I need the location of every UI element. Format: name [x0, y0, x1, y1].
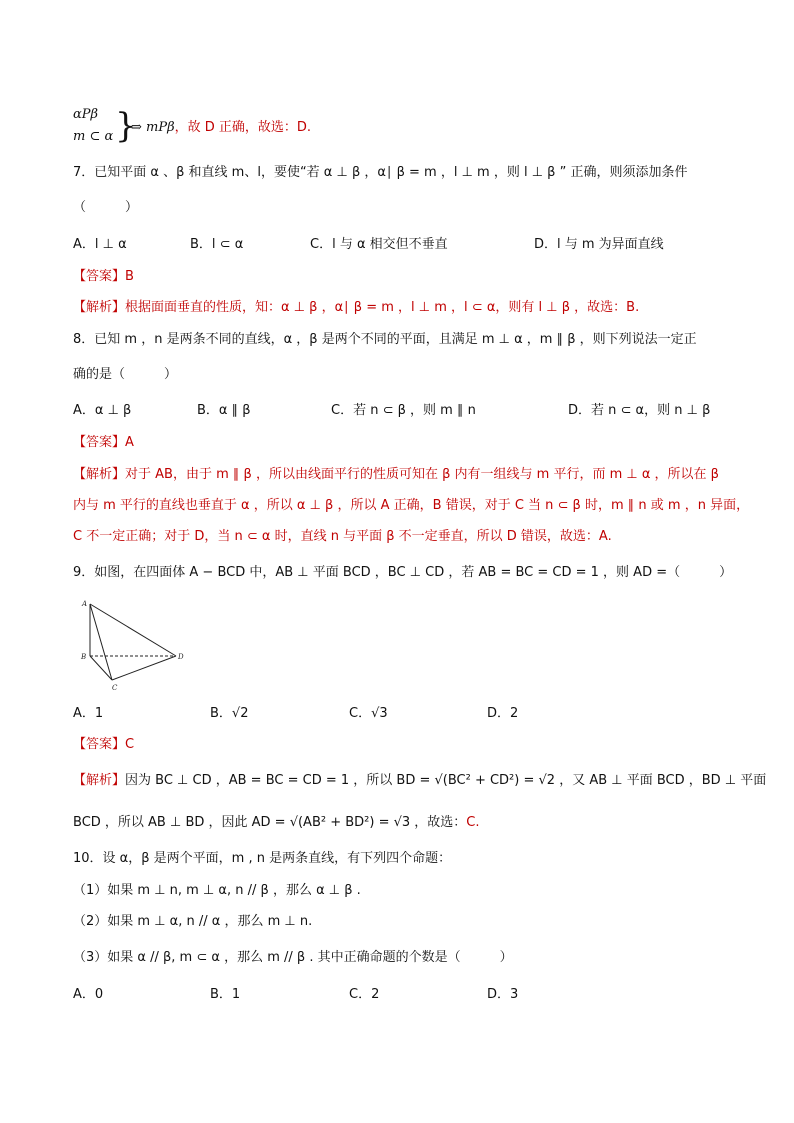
- q8-answer-value: A: [125, 435, 134, 450]
- q9-option-a: A．1: [73, 706, 104, 721]
- q10-proposition-3: （3）如果 α // β, m ⊂ α ，那么 m // β . 其中正确命题的个数是（ ）: [73, 950, 513, 965]
- q8-analysis-line-2: 内与 m 平行的直线也垂直于 α ，所以 α ⊥ β ，所以 A 正确，B 错误，对于 C 当 n ⊂ β 时，m ∥ n 或 m ，n 异面，: [73, 498, 750, 513]
- q8-analysis-line-1: [73, 465, 719, 485]
- q9-analysis-label: 【解析】: [73, 773, 126, 788]
- q10-stem: 10．设 α，β 是两个平面，m , n 是两条直线，有下列四个命题：: [73, 851, 452, 866]
- q7-option-c: C．l 与 α 相交但不垂直: [310, 237, 448, 252]
- q10-option-a: A．0: [73, 987, 104, 1002]
- q9-option-d: D．2: [487, 706, 519, 721]
- q10-proposition-2: （2）如果 m ⊥ α, n // α ，那么 m ⊥ n.: [73, 914, 313, 929]
- q10-option-d: D．3: [487, 987, 519, 1002]
- q7-analysis-text: 根据面面垂直的性质，知：α ⊥ β ，α∣ β = m ，l ⊥ m ，l ⊂ α，则有 l ⊥ β ，故选：B.: [125, 300, 640, 315]
- q8-analysis-line-3: C 不一定正确；对于 D，当 n ⊂ α 时，直线 n 与平面 β 不一定垂直，所以 D 错误，故选：A.: [73, 529, 612, 544]
- q8-answer: [73, 433, 134, 453]
- q7-answer-label: 【答案】: [73, 269, 126, 284]
- label-d: D: [178, 653, 184, 661]
- q10-proposition-1: （1）如果 m ⊥ n, m ⊥ α, n // β ，那么 α ⊥ β .: [73, 883, 361, 898]
- q7-analysis-label: 【解析】: [73, 300, 126, 315]
- q9-answer-value: C: [125, 737, 135, 752]
- q7-option-d: D．l 与 m 为异面直线: [534, 237, 664, 252]
- label-c: C: [112, 684, 118, 692]
- q9-analysis-text-1: 因为 BC ⊥ CD ，AB = BC = CD = 1 ，所以 BD = √(BC² + CD²) = √2 ，又 AB ⊥ 平面 BCD ，BD ⊥ 平面: [125, 773, 767, 788]
- q9-analysis-choice: C.: [466, 815, 480, 830]
- q8-analysis-label: 【解析】: [73, 467, 126, 482]
- q9-answer-label: 【答案】: [73, 737, 126, 752]
- q9-stem: 9．如图，在四面体 A − BCD 中，AB ⊥ 平面 BCD ，BC ⊥ CD ，若 AB = BC = CD = 1 ，则 AD =（ ）: [73, 565, 733, 580]
- q7-option-b: B．l ⊂ α: [190, 237, 244, 252]
- q8-analysis-text-1: 对于 AB，由于 m ∥ β ，所以由线面平行的性质可知在 β 内有一组线与 m 平行，而 m ⊥ α ，所以在 β: [125, 467, 719, 482]
- q8-option-d: D．若 n ⊂ α，则 n ⊥ β: [568, 403, 711, 418]
- q8-stem-line-1: 8．已知 m ，n 是两条不同的直线，α ，β 是两个不同的平面，且满足 m ⊥ α ，m ∥ β ，则下列说法一定正: [73, 332, 697, 347]
- q9-analysis-line-1: [73, 771, 766, 791]
- q8-option-a: A．α ⊥ β: [73, 403, 132, 418]
- label-b: B: [81, 653, 87, 661]
- q7-paren: （ ）: [73, 200, 139, 215]
- q6-premise-2: m ⊂ α: [73, 129, 114, 144]
- q9-analysis-text-2: BCD ，所以 AB ⊥ BD ，因此 AD = √(AB² + BD²) = √3 ，故选：: [73, 815, 467, 830]
- label-a: A: [82, 600, 88, 608]
- brace-symbol: }: [115, 106, 137, 146]
- q8-answer-label: 【答案】: [73, 435, 126, 450]
- q6-premise-1: αPβ: [73, 107, 99, 122]
- q10-option-c: C．2: [349, 987, 380, 1002]
- q10-option-b: B．1: [210, 987, 241, 1002]
- q8-option-c: C．若 n ⊂ β ，则 m ∥ n: [331, 403, 476, 418]
- q7-answer-value: B: [125, 269, 134, 284]
- q6-conclusion: [131, 118, 311, 138]
- q7-analysis: [73, 298, 639, 318]
- q6-conclusion-text: ，故 D 正确，故选：D.: [174, 120, 312, 135]
- q6-conclusion-math: ⇒ mPβ: [131, 120, 175, 135]
- edge-cd: [112, 656, 176, 680]
- q7-option-a: A．l ⊥ α: [73, 237, 127, 252]
- q8-stem-line-2: 确的是（ ）: [73, 367, 178, 382]
- q9-option-c: C．√3: [349, 706, 388, 721]
- q6-conclusion-block: [73, 106, 333, 152]
- tetrahedron-figure: [76, 596, 196, 694]
- q8-option-b: B．α ∥ β: [197, 403, 251, 418]
- q9-analysis-line-2: [73, 813, 480, 833]
- q7-stem: 7．已知平面 α 、β 和直线 m、l，要使“若 α ⊥ β ，α∣ β = m ，l ⊥ m ，则 l ⊥ β ” 正确，则须添加条件: [73, 165, 688, 180]
- q9-option-b: B．√2: [210, 706, 249, 721]
- q9-answer: [73, 735, 134, 755]
- q7-answer: [73, 267, 134, 287]
